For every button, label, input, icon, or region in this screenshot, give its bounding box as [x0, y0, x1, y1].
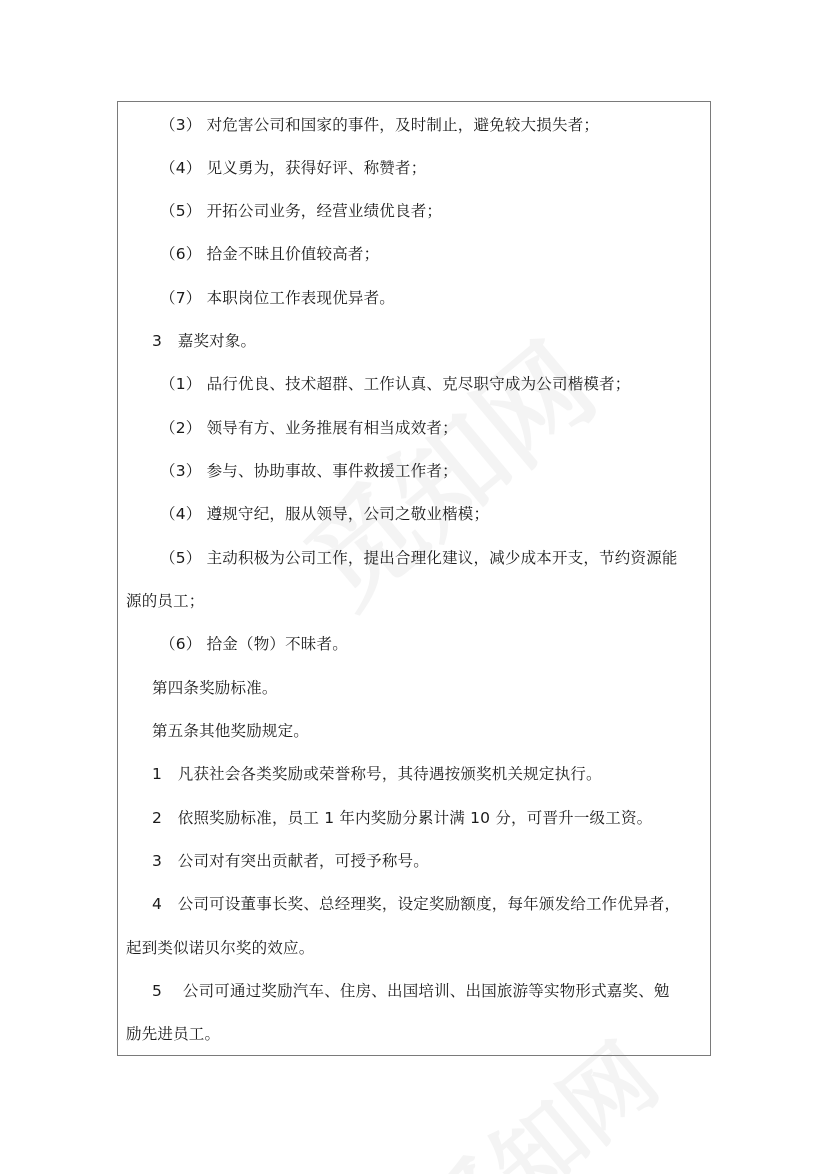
- text-line: 起到类似诺贝尔奖的效应。: [126, 939, 315, 957]
- text-line: 2 依照奖励标准，员工 1 年内奖励分累计满 10 分，可晋升一级工资。: [152, 809, 653, 827]
- text-line: 源的员工；: [126, 592, 205, 610]
- text-line: （1） 品行优良、技术超群、工作认真、克尽职守成为公司楷模者；: [160, 375, 631, 393]
- text-line: （5） 开拓公司业务，经营业绩优良者；: [160, 202, 443, 220]
- text-line: 3 公司对有突出贡献者，可授予称号。: [152, 852, 429, 870]
- text-line: （4） 遵规守纪，服从领导，公司之敬业楷模；: [160, 505, 490, 523]
- text-line: （4） 见义勇为，获得好评、称赞者；: [160, 159, 427, 177]
- text-line: （2） 领导有方、业务推展有相当成效者；: [160, 419, 458, 437]
- text-line: （6） 拾金（物）不昧者。: [160, 635, 348, 653]
- text-line: （5） 主动积极为公司工作，提出合理化建议，减少成本开支，节约资源能: [160, 549, 678, 567]
- text-line: 4 公司可设董事长奖、总经理奖，设定奖励额度，每年颁发给工作优异者，: [152, 895, 681, 913]
- text-line: 1 凡获社会各类奖励或荣誉称号，其待遇按颁奖机关规定执行。: [152, 765, 602, 783]
- text-line: （6） 拾金不昧且价值较高者；: [160, 245, 380, 263]
- text-line: 5 公司可通过奖励汽车、住房、出国培训、出国旅游等实物形式嘉奖、勉: [152, 982, 670, 1000]
- text-line: 第五条其他奖励规定。: [152, 722, 310, 740]
- text-line: （7） 本职岗位工作表现优异者。: [160, 289, 395, 307]
- text-line: 3 嘉奖对象。: [152, 332, 257, 350]
- text-line: （3） 对危害公司和国家的事件，及时制止，避免较大损失者；: [160, 116, 600, 134]
- text-line: 第四条奖励标准。: [152, 679, 278, 697]
- text-line: 励先进员工。: [126, 1025, 221, 1043]
- text-line: （3） 参与、协助事故、事件救援工作者；: [160, 462, 458, 480]
- document-table-cell: [117, 101, 711, 1056]
